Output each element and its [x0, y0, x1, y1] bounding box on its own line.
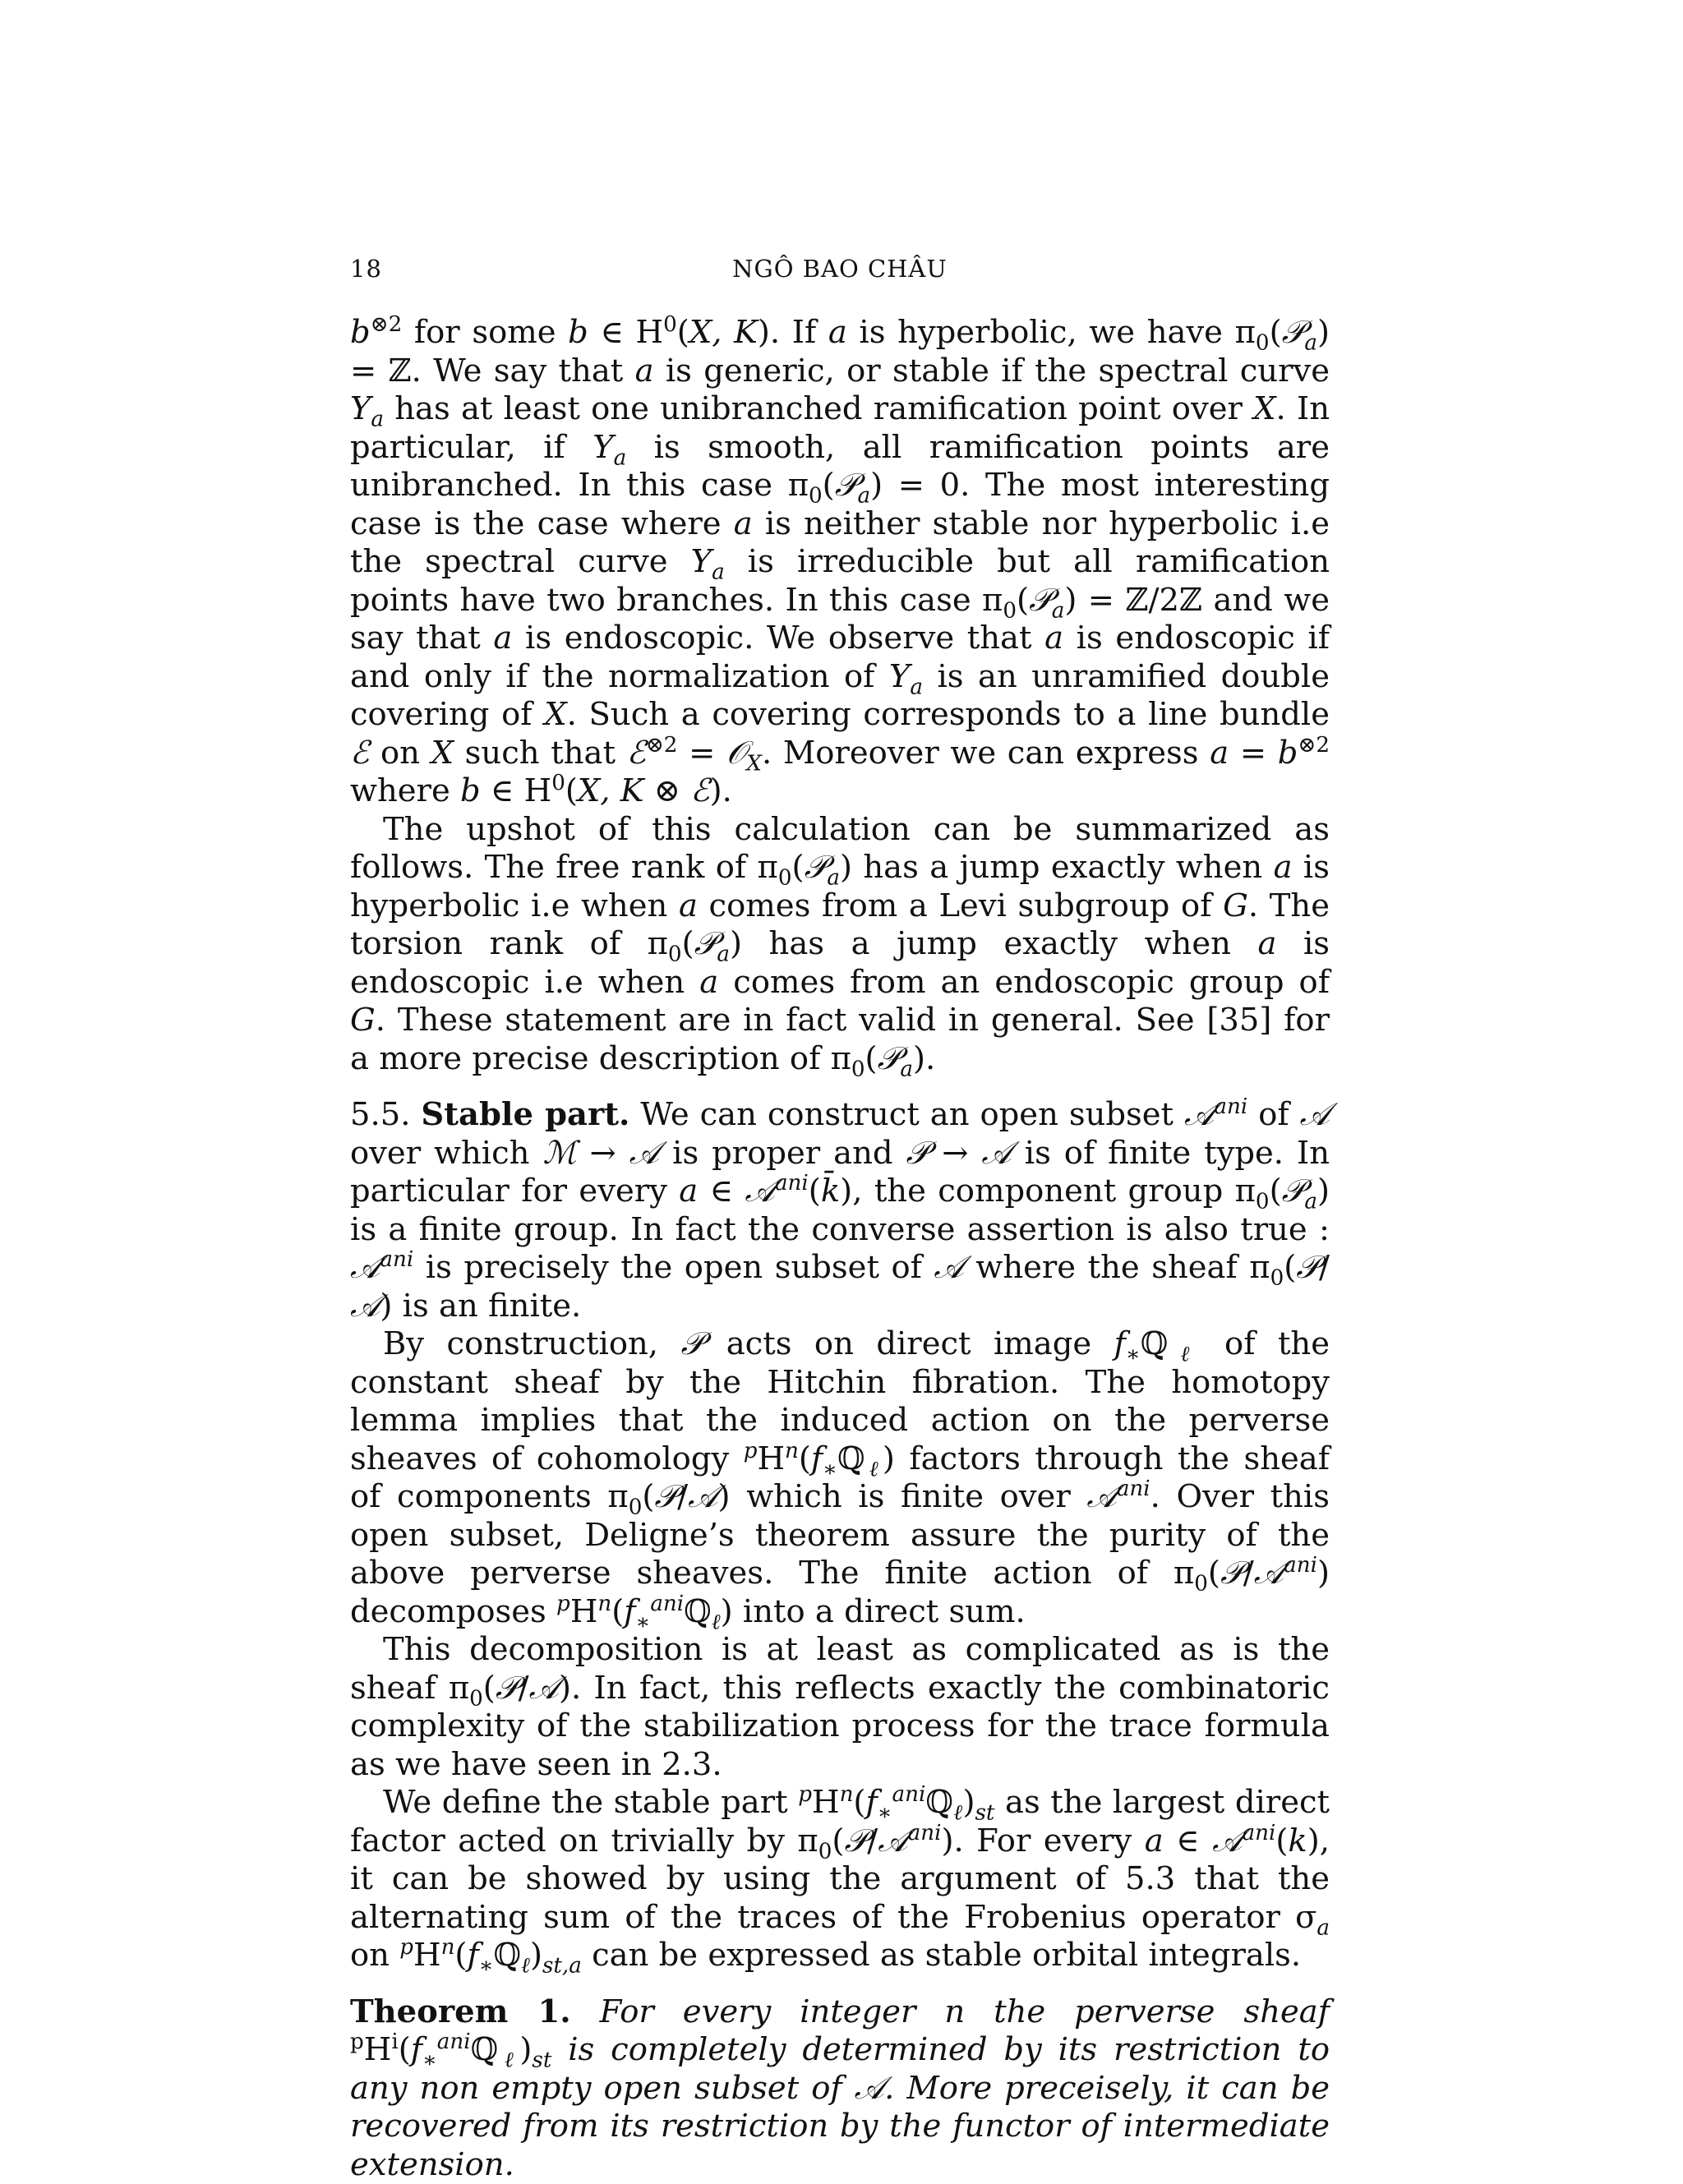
- paragraph-5: This decomposition is at least as complicated as is the sheaf $\pi_0(𝒫/𝒜)$. In fact, this reflects exactly the combinatoric complexity of the stabilization process for the trace formula as we have seen in 2.3.: [350, 1631, 1330, 1784]
- body-text: [350, 314, 1330, 2184]
- running-head: NGÔ BAO CHÂU: [350, 255, 1330, 283]
- theorem-label: Theorem 1.: [350, 1993, 571, 2030]
- section-title: Stable part.: [421, 1096, 629, 1133]
- theorem-1: Theorem 1. For every integer n the perverse sheaf $^pH^i(f_∗^{ani}ℚ_\ell)_{st}$ is completely determined by its restriction to any non empty open subset of 𝒜. More preceisely, it can be recovered from its restriction by the functor of intermediate extension.: [350, 1993, 1330, 2184]
- paragraph-2: The upshot of this calculation can be summarized as follows. The free rank of $\pi_0(𝒫_a)$ has a jump exactly when a is hyperbolic i.e when a comes from a Levi subgroup of G. The torsion rank of $\pi_0(𝒫_a)$ has a jump exactly when a is endoscopic i.e when a comes from an endoscopic group of G. These statement are in fact valid in general. See [35] for a more precise description of $\pi_0(𝒫_a)$.: [350, 811, 1330, 1079]
- paragraph-1: $b^{\otimes 2}$ for some b ∈ $H^0(X$, K). If a is hyperbolic, we have $\pi_0(𝒫_a)$ = ℤ. We say that a is generic, or stable if the spectral curve $Y_a$ has at least one unibranched ramification point over X. In particular, if $Y_a$ is smooth, all ramification points are unibranched. In this case $\pi_0(𝒫_a) = 0$. The most interesting case is the case where a is neither stable nor hyperbolic i.e the spectral curve $Y_a$ is irreducible but all ramification points have two branches. In this case $\pi_0(𝒫_a)$ = ℤ/2ℤ and we say that a is endoscopic. We observe that a is endoscopic if and only if the normalization of $Y_a$ is an unramified double covering of X. Such a covering corresponds to a line bundle ℰ on X such that ℰ$^{\otimes 2}$ = 𝒪$_X$. Moreover we can express $a = b^{\otimes 2}$ where b ∈ $H^0(X$, K ⊗ ℰ).: [350, 314, 1330, 811]
- paragraph-3: 5.5. Stable part. We can construct an open subset 𝒜$^{ani}$ of 𝒜 over which ℳ → 𝒜 is proper and 𝒫 → 𝒜 is of finite type. In particular for every a ∈ 𝒜$^{ani}$(k̄), the component group $\pi_0(𝒫_a)$ is a finite group. In fact the converse assertion is also true : 𝒜$^{ani}$ is precisely the open subset of 𝒜 where the sheaf $\pi_0(𝒫/𝒜)$ is an finite.: [350, 1096, 1330, 1325]
- page-number: 18: [350, 255, 382, 283]
- section-number: 5.5.: [350, 1096, 410, 1133]
- paragraph-6: We define the stable part $^pH^n(f_∗^{ani}ℚ_\ell)_{st}$ as the largest direct factor acted on trivially by $\pi_0(𝒫/𝒜^{ani})$. For every a ∈ 𝒜$^{ani}$(k), it can be showed by using the argument of 5.3 that the alternating sum of the traces of the Frobenius operator $\sigma_a$ on $^pH^n(f_∗ℚ_\ell)_{st,a}$ can be expressed as stable orbital integrals.: [350, 1784, 1330, 1975]
- paragraph-4: By construction, 𝒫 acts on direct image $f_∗ℚ_\ell$ of the constant sheaf by the Hitchin fibration. The homotopy lemma implies that the induced action on the perverse sheaves of cohomology $^pH^n(f_∗ℚ_\ell)$ factors through the sheaf of components $\pi_0(𝒫/𝒜)$ which is finite over 𝒜$^{ani}$. Over this open subset, Deligne’s theorem assure the purity of the above perverse sheaves. The finite action of $\pi_0(𝒫/𝒜^{ani})$ decomposes $^pH^n(f_∗^{ani}ℚ_\ell)$ into a direct sum.: [350, 1325, 1330, 1631]
